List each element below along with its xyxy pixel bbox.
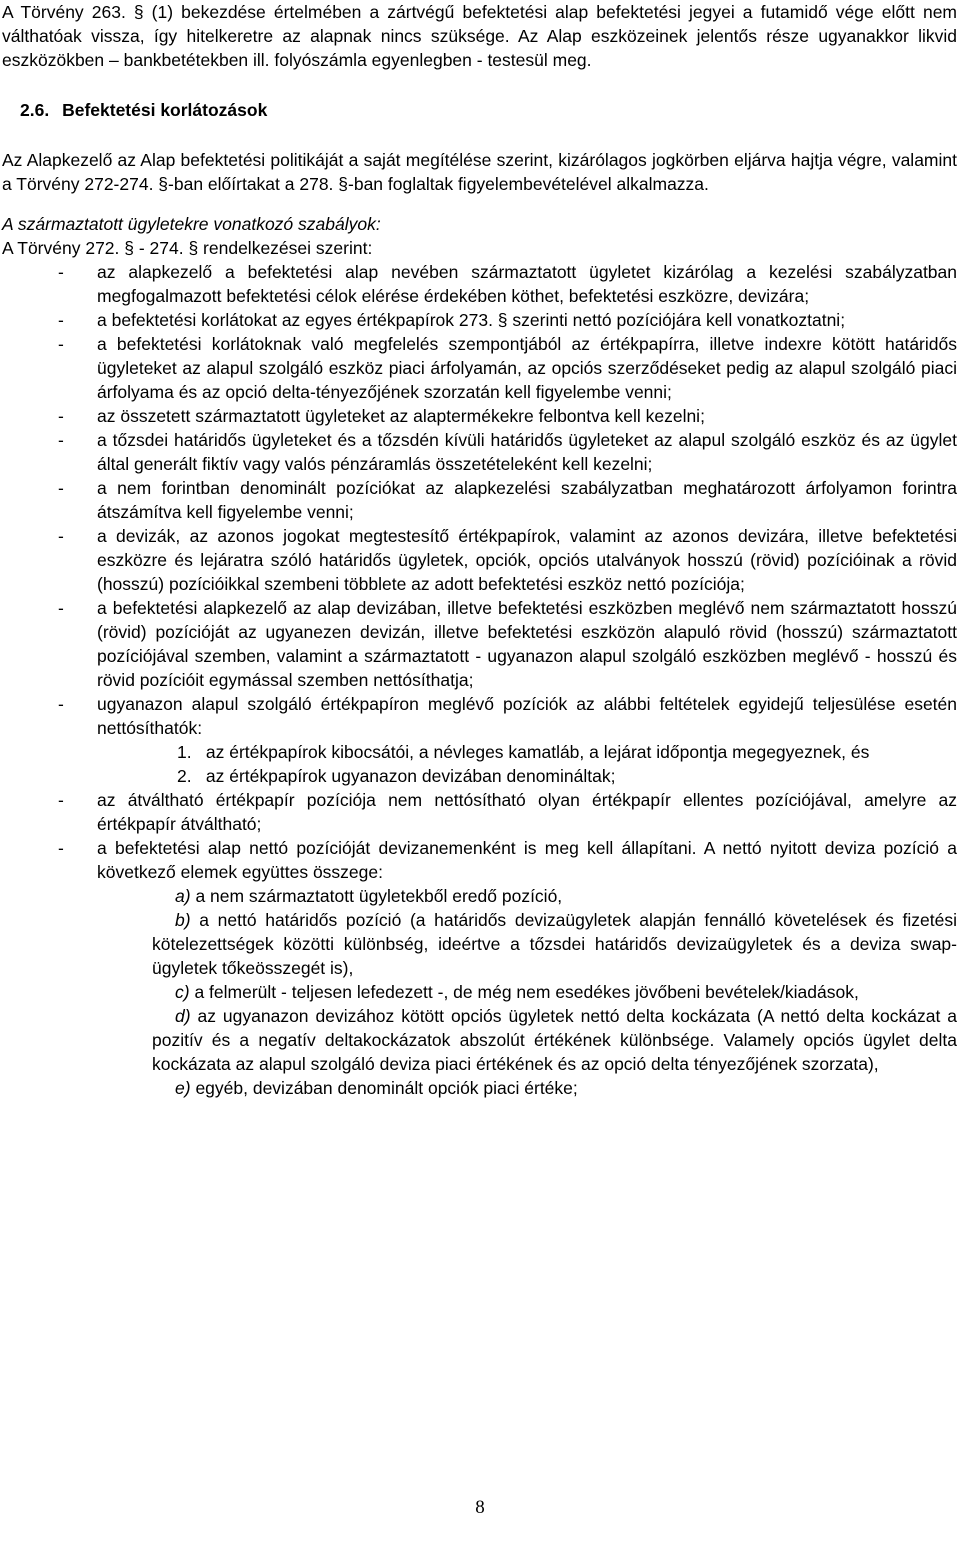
fx-item-letter: e)	[175, 1078, 191, 1098]
fx-item-letter: c)	[175, 982, 190, 1002]
netting-conditions	[2, 740, 957, 788]
rule-item	[2, 596, 957, 692]
rules-title: A származtatott ügyletekre vonatkozó szabályok:	[2, 214, 381, 234]
rules-list	[2, 260, 957, 740]
fx-position-items	[2, 884, 957, 1100]
intro-paragraph: A Törvény 263. § (1) bekezdése értelmében a zártvégű befektetési alap befektetési jegyei a futamidő vége előtt nem válthatóak vissza, így hitelkeretre az alapnak nincs szüksége. Az Alap eszközeinek jelentős része ugyanakkor likvid eszközökben ‒ bankbetétekben ill. folyószámla egyenlegben - testesül meg.	[2, 2, 957, 70]
list-dash: -	[58, 262, 64, 282]
rule-item	[2, 476, 957, 524]
rule-text: a nem forintban denominált pozíciókat az alapkezelési szabályzatban meghatározott árfolyamon forintra átszámítva kell figyelembe venni;	[97, 478, 957, 522]
rule-item	[2, 428, 957, 476]
fx-item-text: a nettó határidős pozíció (a határidős devizaügyletek alapján fennálló követelések és fizetési kötelezettségek közötti különbség, ideértve a tőzsdei határidős devizaügyletek és a deviza swap-ügyletek tőkeösszegét is),	[152, 910, 957, 978]
rule-text: a devizák, az azonos jogokat megtestesítő értékpapírok, valamint az azonos devizára, illetve befektetési eszközre és lejáratra szóló határidős ügyletek, opciók, opciós utalványok hosszú (rövid) pozícióinak a rövid (hosszú) pozícióikkal szembeni többlete az adott befektetési eszköz nettó pozíciója;	[97, 526, 957, 594]
fx-item-text: egyéb, devizában denominált opciók piaci értéke;	[195, 1078, 578, 1098]
rule-item	[2, 404, 957, 428]
rule-text: a befektetési korlátokat az egyes értékpapírok 273. § szerinti nettó pozíciójára kell vonatkoztatni;	[97, 310, 846, 330]
section-title: Befektetési korlátozások	[62, 100, 268, 120]
condition-number: 1.	[177, 742, 192, 762]
rule-item	[2, 332, 957, 404]
rule-item	[2, 260, 957, 308]
rule-item	[2, 308, 957, 332]
list-dash: -	[58, 838, 64, 858]
fx-item	[2, 980, 957, 1004]
list-dash: -	[58, 478, 64, 498]
fx-item	[2, 1004, 957, 1076]
rule-text: az összetett származtatott ügyleteket az alaptermékekre felbontva kell kezelni;	[97, 406, 705, 426]
fx-item	[2, 1076, 957, 1100]
rules-intro: A Törvény 272. § - 274. § rendelkezései szerint:	[2, 238, 373, 258]
condition-number: 2.	[177, 766, 192, 786]
rules-list-continued	[2, 788, 957, 884]
rule-item	[2, 692, 957, 740]
section-heading	[20, 98, 957, 122]
rule-item	[2, 836, 957, 884]
condition-text: az értékpapírok ugyanazon devizában denomináltak;	[205, 766, 616, 786]
rule-text: a befektetési alap nettó pozícióját devizanemenként is meg kell állapítani. A nettó nyitott deviza pozíció a következő elemek együttes összege:	[97, 838, 957, 882]
page-number: 8	[475, 1497, 485, 1518]
policy-paragraph: Az Alapkezelő az Alap befektetési politikáját a saját megítélése szerint, kizárólagos jogkörben eljárva hajtja végre, valamint a Törvény 272-274. §-ban előírtakat a 278. §-ban foglaltak figyelembevételével alkalmazza.	[2, 150, 957, 194]
list-dash: -	[58, 694, 64, 714]
fx-item-text: az ugyanazon devizához kötött opciós ügyletek nettó delta kockázata (A nettó delta kockázat a pozitív és a negatív deltakockázatok abszolút értékének különbsége. Valamely opciós ügylet delta kockázata az alapul szolgáló deviza piaci értékének és az opció delta tényezőjének szorzata),	[152, 1006, 957, 1074]
list-dash: -	[58, 598, 64, 618]
page-content	[2, 0, 957, 1100]
list-dash: -	[58, 790, 64, 810]
rule-text: a tőzsdei határidős ügyleteket és a tőzsdén kívüli határidős ügyleteket az alapul szolgáló eszköz és az ügylet által generált fiktív vagy valós pénzáramlás összetételeként kell kezelni;	[97, 430, 957, 474]
fx-item-text: a felmerült - teljesen lefedezett -, de még nem esedékes jövőbeni bevételek/kiadások,	[194, 982, 859, 1002]
fx-item	[2, 884, 957, 908]
rule-text: a befektetési korlátoknak való megfelelés szempontjából az értékpapírra, illetve indexre kötött határidős ügyleteket az alapul szolgáló eszköz piaci árfolyamán, az opciós szerződéseket pedig az alapul szolgáló piaci árfolyama és az opció delta-tényezőjének szorzatán kell figyelembe venni;	[97, 334, 957, 402]
list-dash: -	[58, 406, 64, 426]
rule-text: az átváltható értékpapír pozíciója nem nettósítható olyan értékpapír ellentes pozíciójával, amelyre az értékpapír átváltható;	[97, 790, 957, 834]
rule-item	[2, 524, 957, 596]
fx-item-letter: d)	[175, 1006, 191, 1026]
fx-item-text: a nem származtatott ügyletekből eredő pozíció,	[195, 886, 563, 906]
list-dash: -	[58, 430, 64, 450]
rule-text: az alapkezelő a befektetési alap nevében származtatott ügyletet kizárólag a kezelési szabályzatban megfogalmazott befektetési célok elérése érdekében köthet, befektetési eszközre, devizára;	[97, 262, 957, 306]
list-dash: -	[58, 334, 64, 354]
condition-text: az értékpapírok kibocsátói, a névleges kamatláb, a lejárat időpontja megegyeznek, és	[205, 742, 870, 762]
list-dash: -	[58, 310, 64, 330]
list-dash: -	[58, 526, 64, 546]
netting-condition-item	[2, 740, 957, 764]
netting-condition-item	[2, 764, 957, 788]
rule-text: ugyanazon alapul szolgáló értékpapíron meglévő pozíciók az alábbi feltételek egyidejű teljesülése esetén nettósíthatók:	[97, 694, 957, 738]
fx-item	[2, 908, 957, 980]
rule-item	[2, 788, 957, 836]
section-number: 2.6.	[20, 100, 50, 120]
fx-item-letter: a)	[175, 886, 191, 906]
rule-text: a befektetési alapkezelő az alap devizában, illetve befektetési eszközben meglévő nem származtatott hosszú (rövid) pozícióját az ugyanezen devizán, illetve befektetési eszközön alapuló rövid (hosszú) származtatott pozíciójával szemben, valamint a származtatott - ugyanazon alapul szolgáló eszközben meglévő - hosszú és rövid pozícióit egymással szemben nettósíthatja;	[97, 598, 957, 690]
fx-item-letter: b)	[175, 910, 191, 930]
